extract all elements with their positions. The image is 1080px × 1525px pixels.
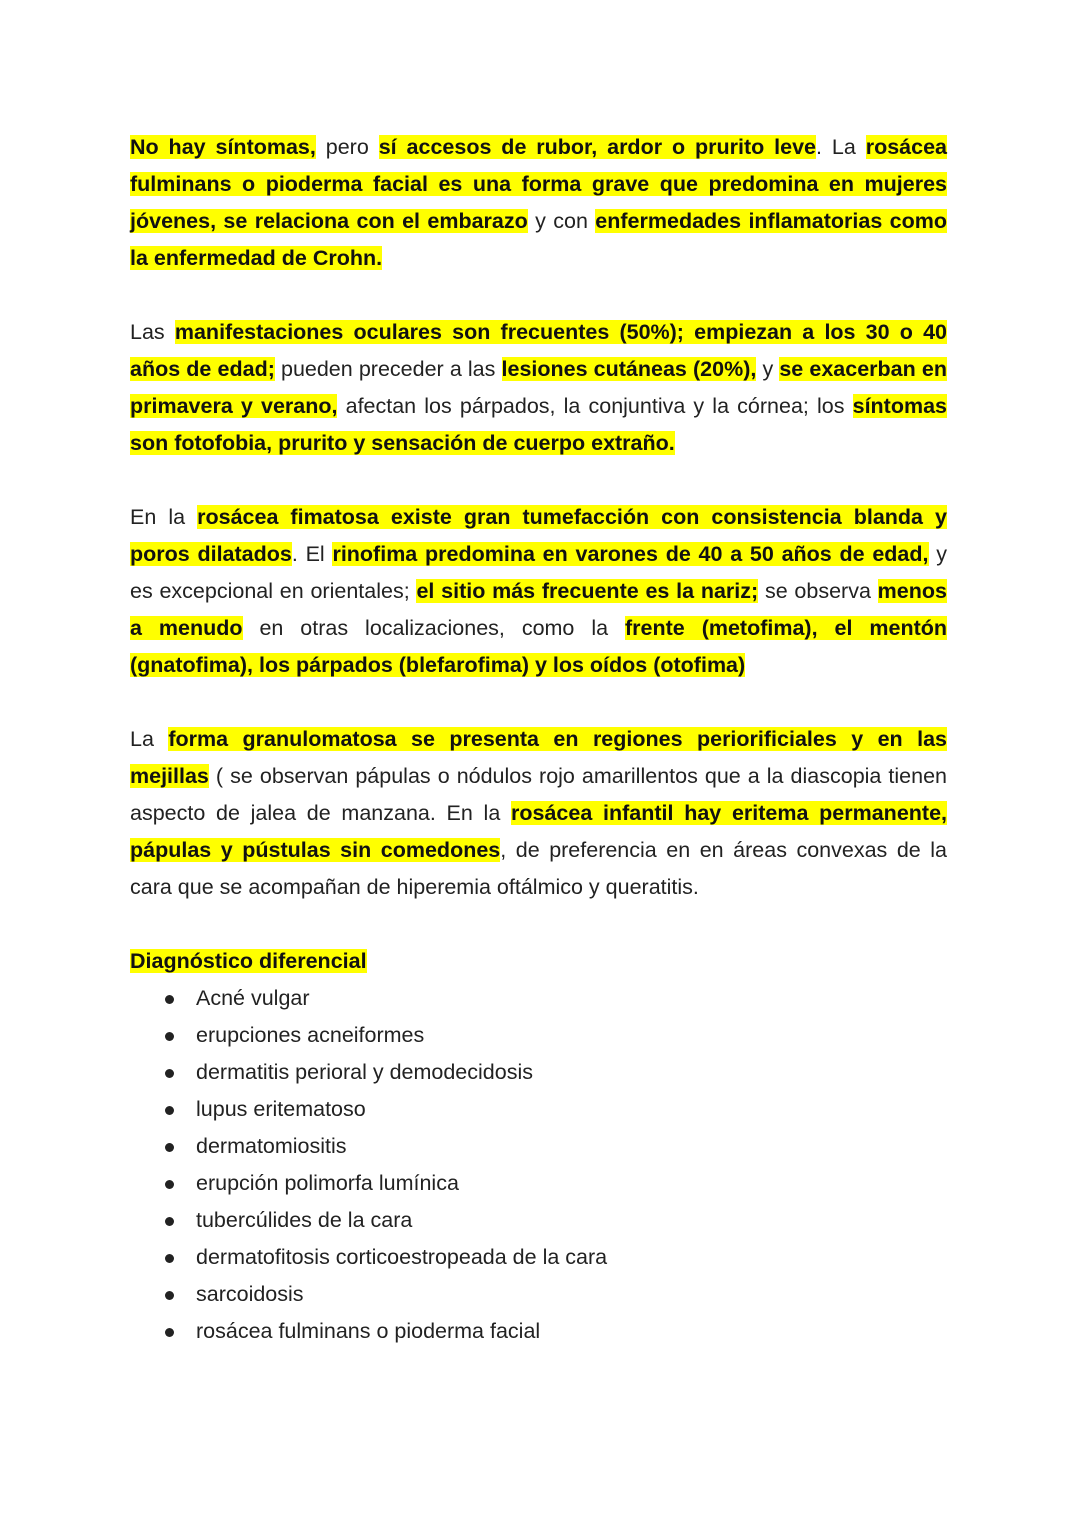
- highlighted-text: frente (metofima), el mentón (gnatofima), los párpados (blefarofima) y los oídos (otofima): [130, 616, 948, 677]
- list-item: [130, 1202, 947, 1239]
- list-item: [130, 1239, 947, 1276]
- section-heading: Diagnóstico diferencial: [130, 949, 367, 973]
- highlighted-text: sí accesos de rubor, ardor o prurito leve: [378, 135, 817, 159]
- list-item-text: lupus eritematoso: [196, 1097, 366, 1121]
- list-item: [130, 1054, 947, 1091]
- text-run: se observa: [758, 579, 878, 603]
- paragraph: [130, 314, 947, 462]
- list-item: [130, 1017, 947, 1054]
- list-item-text: Acné vulgar: [196, 986, 310, 1010]
- bullet-icon: [165, 1143, 174, 1152]
- highlighted-text: síntomas son fotofobia, prurito y sensación de cuerpo extraño.: [130, 394, 947, 455]
- bullet-icon: [165, 1328, 174, 1337]
- bullet-icon: [165, 1180, 174, 1189]
- bullet-icon: [165, 1291, 174, 1300]
- text-run: ( se observan pápulas o nódulos rojo amarillentos que a la diascopia tienen aspecto de jalea de manzana. En la: [130, 764, 947, 825]
- differential-section: [130, 943, 947, 1350]
- text-run: pueden preceder a las: [274, 357, 502, 381]
- highlighted-text: rinofima predomina en varones de 40 a 50 años de edad,: [332, 542, 929, 566]
- bullet-icon: [165, 1106, 174, 1115]
- list-item-text: dermatomiositis: [196, 1134, 347, 1158]
- list-item: [130, 1128, 947, 1165]
- list-item-text: dermatitis perioral y demodecidosis: [196, 1060, 533, 1084]
- text-run: . El: [291, 542, 333, 566]
- list-item: [130, 1313, 947, 1350]
- list-item-text: erupción polimorfa lumínica: [196, 1171, 459, 1195]
- highlighted-text: rosácea fulminans o pioderma facial es una forma grave que predomina en mujeres jóvenes, se relaciona con el embarazo: [130, 135, 947, 233]
- list-item: [130, 1276, 947, 1313]
- list-item: [130, 1091, 947, 1128]
- list-item-text: erupciones acneiformes: [196, 1023, 425, 1047]
- text-run: y: [756, 357, 780, 381]
- list-item-text: sarcoidosis: [196, 1282, 304, 1306]
- text-run: , de preferencia en en áreas convexas de la cara que se acompañan de hiperemia oftálmico y queratitis.: [130, 838, 947, 899]
- document-page: [130, 129, 947, 1350]
- highlighted-text: se exacerban en primavera y verano,: [130, 357, 947, 418]
- highlighted-text: manifestaciones oculares son frecuentes (50%); empiezan a los 30 o 40 años de edad;: [130, 320, 948, 381]
- differential-list: [130, 980, 947, 1350]
- highlighted-text: rosácea infantil hay eritema permanente, pápulas y pústulas sin comedones: [130, 801, 948, 862]
- paragraph: [130, 499, 947, 684]
- list-item: [130, 1165, 947, 1202]
- highlighted-text: el sitio más frecuente es la nariz;: [416, 579, 759, 603]
- text-run: . La: [816, 135, 866, 159]
- text-run: en otras localizaciones, como la: [242, 616, 626, 640]
- bullet-icon: [165, 995, 174, 1004]
- text-run: afectan los párpados, la conjuntiva y la córnea; los: [337, 394, 853, 418]
- list-item: [130, 980, 947, 1017]
- paragraphs: [130, 129, 947, 906]
- text-run: La: [130, 727, 169, 751]
- highlighted-text: enfermedades inflamatorias como la enfermedad de Crohn.: [130, 209, 947, 270]
- text-run: Las: [130, 320, 175, 344]
- list-item-text: dermatofitosis corticoestropeada de la cara: [196, 1245, 608, 1269]
- bullet-icon: [165, 1032, 174, 1041]
- text-run: y es excepcional en orientales;: [130, 542, 947, 603]
- highlighted-text: menos a menudo: [130, 579, 947, 640]
- bullet-icon: [165, 1254, 174, 1263]
- highlighted-text: rosácea fimatosa existe gran tumefacción con consistencia blanda y poros dilatados: [130, 505, 947, 566]
- highlighted-text: No hay síntomas,: [130, 135, 316, 159]
- text-run: pero: [315, 135, 379, 159]
- text-run: y con: [527, 209, 596, 233]
- text-run: En la: [130, 505, 198, 529]
- highlighted-text: lesiones cutáneas (20%),: [501, 357, 757, 381]
- bullet-icon: [165, 1217, 174, 1226]
- bullet-icon: [165, 1069, 174, 1078]
- list-item-text: tubercúlides de la cara: [196, 1208, 413, 1232]
- paragraph: [130, 721, 947, 906]
- highlighted-text: forma granulomatosa se presenta en regiones periorificiales y en las mejillas: [130, 727, 948, 788]
- paragraph: [130, 129, 947, 277]
- list-item-text: rosácea fulminans o pioderma facial: [196, 1319, 541, 1343]
